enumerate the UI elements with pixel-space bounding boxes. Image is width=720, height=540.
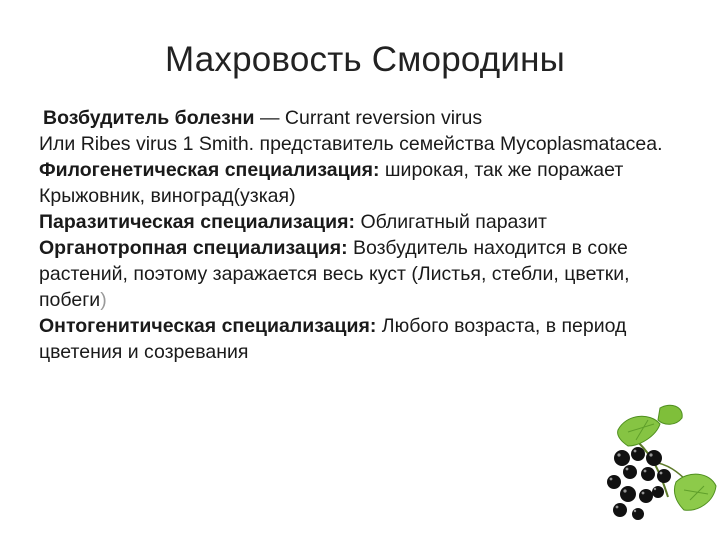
parasitic-paragraph bbox=[39, 209, 689, 235]
phylogenetic-paragraph bbox=[39, 157, 689, 209]
slide-body bbox=[39, 105, 689, 365]
ontogenetic-paragraph bbox=[39, 313, 689, 365]
synonym-paragraph bbox=[39, 131, 689, 157]
pathogen-text: — Currant reversion virus bbox=[254, 107, 483, 129]
phylogenetic-label: Филогенетическая специализация: bbox=[39, 159, 380, 181]
phylogenetic-text: широкая, так же поражает Крыжовник, виноград(узкая) bbox=[39, 159, 624, 207]
organotropic-closing-paren: ) bbox=[100, 289, 107, 311]
parasitic-label: Паразитическая специализация: bbox=[39, 211, 356, 233]
organotropic-label: Органотропная специализация: bbox=[39, 237, 348, 259]
ontogenetic-label: Онтогенитическая специализация: bbox=[39, 315, 377, 337]
pathogen-paragraph bbox=[39, 105, 689, 131]
parasitic-text: Облигатный паразит bbox=[355, 211, 547, 233]
organotropic-text: Возбудитель находится в соке растений, поэтому заражается весь куст (Листья, стебли, цветки, побеги bbox=[39, 237, 630, 311]
synonym-text: Или Ribes virus 1 Smith. представитель семейства Mycoplasmatacea. bbox=[39, 133, 663, 155]
ontogenetic-text: Любого возраста, в период цветения и созревания bbox=[39, 315, 627, 363]
blackcurrant-sprig-image bbox=[598, 402, 720, 540]
slide-title: Махровость Смородины bbox=[164, 40, 566, 79]
pathogen-label: Возбудитель болезни bbox=[43, 107, 255, 129]
organotropic-paragraph bbox=[39, 235, 689, 313]
